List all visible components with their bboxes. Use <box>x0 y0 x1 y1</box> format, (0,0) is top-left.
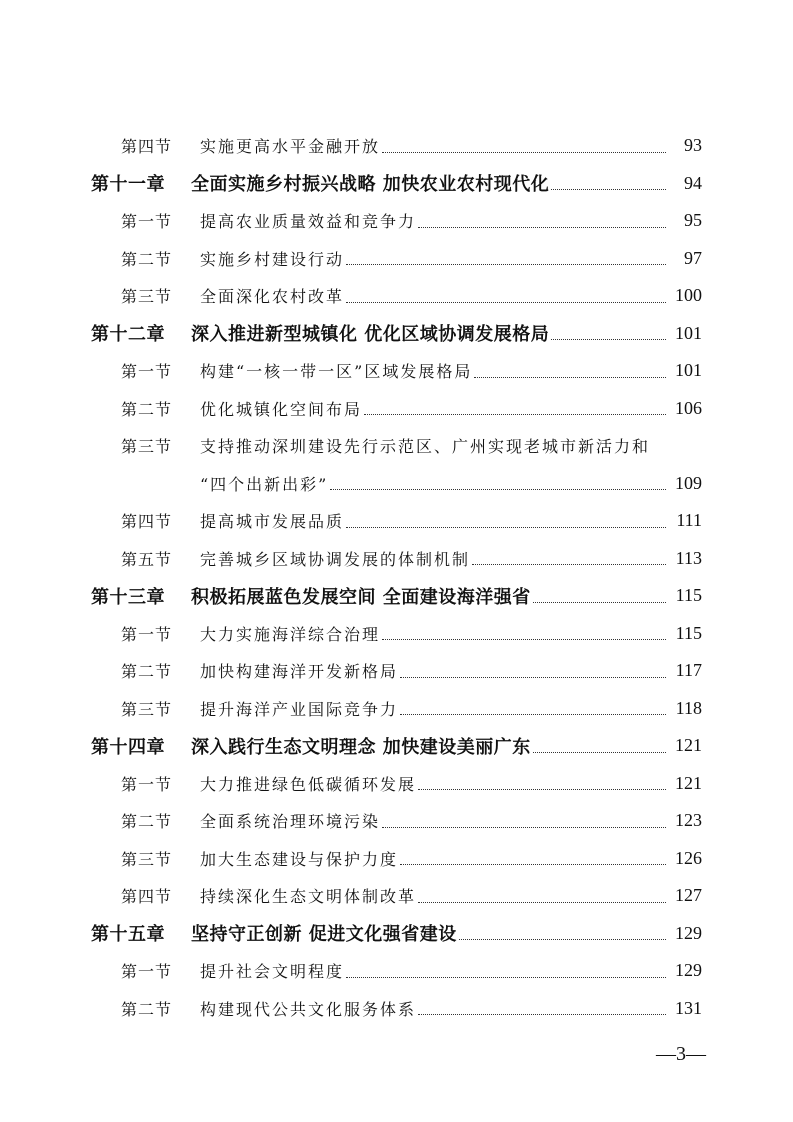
toc-entry[interactable] <box>0 652 793 690</box>
dot-leader <box>382 151 666 153</box>
toc-entry[interactable] <box>0 840 793 878</box>
dot-leader <box>551 188 666 190</box>
toc-chapter[interactable] <box>0 727 793 765</box>
toc-entry-page: 118 <box>675 697 702 718</box>
toc-entry-number: 第一节 <box>121 362 173 382</box>
toc-entry[interactable] <box>0 765 793 803</box>
toc-entry-page: 131 <box>675 997 702 1018</box>
toc-entry-title: 实施更高水平金融开放 <box>200 137 381 157</box>
toc-chapter[interactable] <box>0 915 793 953</box>
toc-chapter-number: 第十四章 <box>91 736 165 758</box>
toc-chapter-title: 积极拓展蓝色发展空间 全面建设海洋强省 <box>191 586 531 608</box>
toc-entry[interactable] <box>0 615 793 653</box>
toc-entry[interactable] <box>0 802 793 840</box>
toc-chapter-number: 第十三章 <box>91 586 165 608</box>
dot-leader <box>346 263 666 265</box>
toc-entry-page: 123 <box>675 810 702 831</box>
dot-leader <box>418 226 666 228</box>
toc-entry[interactable] <box>0 877 793 915</box>
toc-entry-page: 109 <box>675 472 702 493</box>
toc-entry-continuation[interactable] <box>0 465 793 503</box>
toc-entry-number: 第二节 <box>121 812 173 832</box>
toc-entry[interactable] <box>0 127 793 165</box>
toc-entry[interactable] <box>0 240 793 278</box>
toc-chapter-number: 第十一章 <box>91 174 165 196</box>
toc-entry[interactable] <box>0 540 793 578</box>
toc-entry-title: 优化城镇化空间布局 <box>200 399 363 419</box>
toc-entry-number: 第三节 <box>121 699 173 719</box>
toc-entry-title: 持续深化生态文明体制改革 <box>200 887 417 907</box>
toc-entry-page: 111 <box>676 510 702 531</box>
toc-chapter-page: 94 <box>684 172 702 193</box>
toc-entry-title: 构建现代公共文化服务体系 <box>200 999 417 1019</box>
toc-entry[interactable] <box>0 427 793 465</box>
toc-entry-number: 第一节 <box>121 212 173 232</box>
toc-entry-page: 106 <box>675 397 702 418</box>
toc-entry-title: 全面系统治理环境污染 <box>200 812 381 832</box>
toc-entry-title: 构建“一核一带一区”区域发展格局 <box>200 362 473 382</box>
toc-entry-title: 提高城市发展品质 <box>200 512 345 532</box>
dot-leader <box>382 826 666 828</box>
toc-chapter-number: 第十五章 <box>91 924 165 946</box>
toc-entry-number: 第三节 <box>121 287 173 307</box>
dot-leader <box>330 488 666 490</box>
dot-leader <box>551 338 666 340</box>
dot-leader <box>533 751 666 753</box>
toc-entry-page: 97 <box>684 247 702 268</box>
toc-entry-page: 121 <box>675 772 702 793</box>
toc-entry-title: 加大生态建设与保护力度 <box>200 849 399 869</box>
dot-leader <box>472 563 666 565</box>
dot-leader <box>459 938 666 940</box>
toc-entry-number: 第一节 <box>121 774 173 794</box>
toc-entry-title: 加快构建海洋开发新格局 <box>200 662 399 682</box>
dot-leader <box>400 676 666 678</box>
toc-entry-page: 93 <box>684 135 702 156</box>
dot-leader <box>474 376 666 378</box>
toc-entry-number: 第一节 <box>121 962 173 982</box>
toc-chapter-page: 115 <box>675 585 702 606</box>
dot-leader <box>418 1013 666 1015</box>
toc-entry-title: “四个出新出彩” <box>200 474 329 494</box>
toc-entry-number: 第二节 <box>121 999 173 1019</box>
toc-entry-page: 117 <box>675 660 702 681</box>
dot-leader <box>400 713 666 715</box>
toc-entry-page: 101 <box>675 360 702 381</box>
toc-entry-title: 提高农业质量效益和竞争力 <box>200 212 417 232</box>
toc-entry-number: 第四节 <box>121 137 173 157</box>
toc-entry-page: 129 <box>675 960 702 981</box>
toc-entry-number: 第四节 <box>121 887 173 907</box>
toc-entry-number: 第二节 <box>121 662 173 682</box>
toc-entry-number: 第三节 <box>121 849 173 869</box>
toc-entry-number: 第三节 <box>121 437 173 457</box>
toc-chapter-page: 129 <box>675 922 702 943</box>
toc-entry-title: 提升海洋产业国际竞争力 <box>200 699 399 719</box>
dot-leader <box>364 413 666 415</box>
toc-chapter-title: 深入推进新型城镇化 优化区域协调发展格局 <box>191 324 550 346</box>
toc-entry-title: 完善城乡区域协调发展的体制机制 <box>200 549 471 569</box>
toc-chapter[interactable] <box>0 315 793 353</box>
toc-entry-number: 第一节 <box>121 624 173 644</box>
dot-leader <box>418 788 666 790</box>
toc-chapter-title: 全面实施乡村振兴战略 加快农业农村现代化 <box>191 174 550 196</box>
toc-entry[interactable] <box>0 990 793 1028</box>
dot-leader <box>346 976 666 978</box>
toc-entry[interactable] <box>0 277 793 315</box>
dot-leader <box>418 901 666 903</box>
toc-entry[interactable] <box>0 202 793 240</box>
toc-entry-title: 实施乡村建设行动 <box>200 249 345 269</box>
dot-leader <box>400 863 666 865</box>
toc-entry-title: 大力推进绿色低碳循环发展 <box>200 774 417 794</box>
toc-chapter-title: 坚持守正创新 促进文化强省建设 <box>191 924 457 946</box>
toc-chapter-number: 第十二章 <box>91 324 165 346</box>
toc-entry-number: 第二节 <box>121 249 173 269</box>
toc-chapter[interactable] <box>0 165 793 203</box>
toc-entry-number: 第五节 <box>121 549 173 569</box>
toc-entry-title: 支持推动深圳建设先行示范区、广州实现老城市新活力和 <box>200 437 651 457</box>
table-of-contents <box>0 127 793 1027</box>
toc-entry-page: 126 <box>675 847 702 868</box>
toc-entry[interactable] <box>0 390 793 428</box>
toc-chapter[interactable] <box>0 577 793 615</box>
page-number: —3— <box>656 1043 706 1065</box>
toc-entry-page: 113 <box>675 547 702 568</box>
toc-entry-title: 大力实施海洋综合治理 <box>200 624 381 644</box>
toc-entry-page: 127 <box>675 885 702 906</box>
toc-entry-page: 95 <box>684 210 702 231</box>
toc-entry-page: 100 <box>675 285 702 306</box>
toc-entry[interactable] <box>0 502 793 540</box>
toc-entry-number: 第四节 <box>121 512 173 532</box>
toc-entry-page: 115 <box>675 622 702 643</box>
toc-entry[interactable] <box>0 690 793 728</box>
toc-entry[interactable] <box>0 952 793 990</box>
toc-chapter-page: 101 <box>675 322 702 343</box>
toc-chapter-page: 121 <box>675 735 702 756</box>
toc-chapter-title: 深入践行生态文明理念 加快建设美丽广东 <box>191 736 531 758</box>
dot-leader <box>533 601 666 603</box>
dot-leader <box>346 301 666 303</box>
dot-leader <box>382 638 666 640</box>
toc-entry-title: 全面深化农村改革 <box>200 287 345 307</box>
toc-entry[interactable] <box>0 352 793 390</box>
dot-leader <box>346 526 666 528</box>
toc-entry-title: 提升社会文明程度 <box>200 962 345 982</box>
toc-entry-number: 第二节 <box>121 399 173 419</box>
